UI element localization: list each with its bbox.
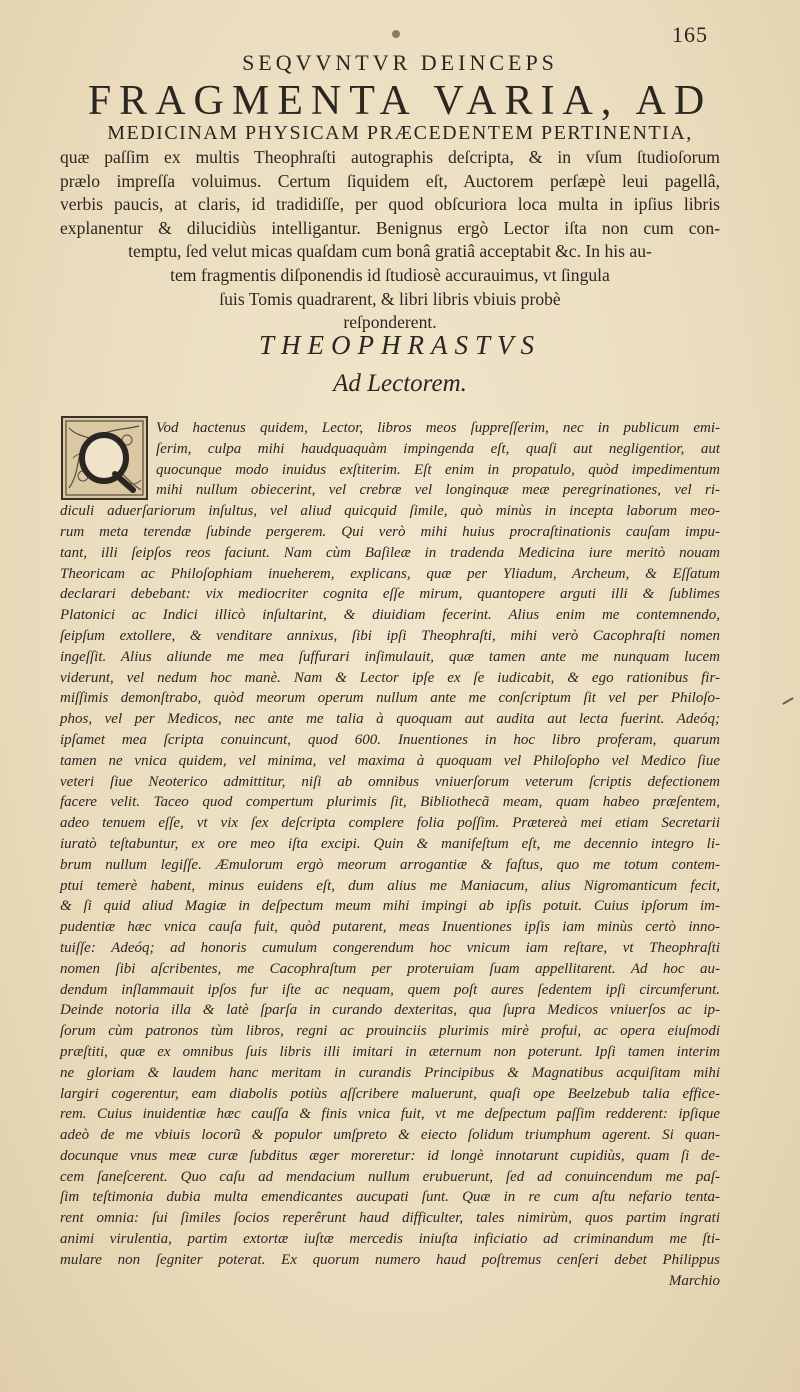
body-line: mihi nullum obiecerint, vel crebræ vel longinquæ meæ peregrinationes, vel ri- xyxy=(156,482,720,499)
body-line: Theoricam ac Philoſophiam inueherem, explicans, quæ per Yliadum, Archeum, & Eſſatum xyxy=(60,565,720,582)
body-line: facere velit. Taceo quod compertum plurimis ſit, Bibliothecã meam, quam habeo præſentem, xyxy=(60,794,720,811)
intro-line: ſuis Tomis quadrarent, & libri libris vbiuis probè xyxy=(219,288,561,309)
intro-line: verbis paucis, at claris, id tradidiſſe, per quod obſcuriora loca multa in ipſius libris xyxy=(60,194,720,215)
body-line: tuiſſe: Adeóq; ad honoris cumulum congerendum hoc vnicum iam reſtare, vt Theophraſti xyxy=(60,939,720,956)
body-line: tamen ne vnica quidem, vel minima, vel maxima à quoquam vel Philoſopho vel Medico ſiue xyxy=(60,752,720,769)
intro-paragraph xyxy=(60,146,720,335)
body-line: miſſimis demonſtrabo, quòd meorum operum nullum ante me conſcriptum ſit vel per Philoſo- xyxy=(60,690,720,707)
body-line: Platonici ac Indici illicò inſultarint, & diuidiam fecerint. Alius enim me contemnendo, xyxy=(60,607,720,624)
body-line: nomen ſibi aſcribentes, me Cacophraſtum per proteruiam ſuam appellitarent. Ad hoc au- xyxy=(60,960,720,977)
body-line: brum nullum legiſſe. Æmulorum ergò meorum arrogantiæ & faſtus, quo me totum contem- xyxy=(60,856,720,873)
intro-line: reſponderent. xyxy=(343,312,437,333)
body-line: animi virulentia, partim extortæ iuſtæ mercedis iniuſta inficiatio ad criminandum me ſti- xyxy=(60,1231,720,1248)
body-line: ptui temerè habent, minus euidens eſt, dum alius me Maniacum, alius Nigromanticum fecit, xyxy=(60,877,720,894)
ink-blot xyxy=(392,30,400,38)
intro-line: explanentur & dilucidiùs intelligantur. Benignus ergò Lector iſta non cum con- xyxy=(60,217,720,238)
body-line: præſtiti, quæ ex omnibus ſuis libris illi imitari in æternum non poterunt. Ipſi tamen interim xyxy=(60,1043,720,1060)
body-line: adeo tenuem eſſe, vt vix ſex deſcripta complere folia poſſim. Prætereà mei etiam Secretarii xyxy=(60,815,720,832)
body-line: ſerim, culpa mihi haudquaquàm impingenda eſt, quaſi aut negligentior, aut xyxy=(156,440,720,457)
body-line: diculi aduerſariorum inſultus, vel aliud quicquid ſimile, quò minùs in incepta laborum meo- xyxy=(60,503,720,520)
body-line: rum meta terendæ ſubinde pergerem. Qui verò mihi huius procraſtinationis cauſam impu- xyxy=(60,523,720,540)
section-subtitle: Ad Lectorem. xyxy=(333,370,467,397)
catchword: Marchio xyxy=(668,1272,720,1289)
body-line: tant, illi ſeipſos reos faciunt. Nam cùm Baſileæ in tradenda Medicina iure meritò nouam xyxy=(60,544,720,561)
body-line: rent omnia: ſui ſimiles ſocios reperêrunt haud difficulter, tales nimirùm, quos partim ingrati xyxy=(60,1210,720,1227)
heading-sequuntur: SEQVVNTVR DEINCEPS xyxy=(242,50,558,75)
section-title: THEOPHRASTVS xyxy=(259,330,541,360)
letter-body xyxy=(60,418,720,1291)
body-line: viderunt, vel nedum hoc manè. Nam & Lector ipſe ex ſe iudicabit, & ego rationibus fir- xyxy=(60,669,720,686)
heading-fragmenta: FRAGMENTA VARIA, AD xyxy=(87,78,713,124)
body-line: Deinde notoria illa & latè ſparſa in curando dexteritas, qua ſupra Medicos vniuerſos ac ip- xyxy=(60,1002,720,1019)
body-line: ſeipſum extollere, & venditare annixus, ſibi ipſi Theophraſti, mihi verò Cacophraſti nomen xyxy=(60,627,720,644)
body-line: rem. Cuius inuidentiæ hæc cauſſa & finis vnica fuit, vt me deſpectum paſſim redderent: ipſique xyxy=(60,1106,720,1123)
body-line: iuratò teſtabuntur, ex ore meo iſta excipi. Quin & manifeſtum eſt, me decennio integro li- xyxy=(60,835,720,852)
body-line: docunque vnus meæ curæ ſubditus æger moreretur: id longè innotarunt cupidiùs, quam ſi de- xyxy=(60,1147,720,1164)
body-line: & ſi quid aliud Magiæ in deſpectum meum mihi impingi ab ipſis potuit. Cuius ipſorum im- xyxy=(60,898,720,915)
body-line: veteri ſiue Neoterico admittitur, niſi ab omnibus vniuerſorum veterum ſcriptis defectionem xyxy=(60,773,720,790)
heading-medicinam: MEDICINAM PHYSICAM PRÆCEDENTEM PERTINENTIA, xyxy=(107,122,693,144)
body-line: ingeſſit. Alius aliunde me mea ſuffurari inſimulauit, quæ tamen ante me nunquam lucem xyxy=(60,648,720,665)
body-line: ne gloriam & laudem hanc meritam in curandis Principibus & Magnatibus acquiſitam mihi xyxy=(60,1064,720,1081)
body-line: ipſamet mea ſcripta conuincunt, quod 600. Inuentiones in hoc libro proferam, quarum xyxy=(60,731,720,748)
body-line: ſorum cùm patronos tùm libros, regni ac prouinciis plurimis mirè profui, ac opera eiuſmodi xyxy=(60,1023,720,1040)
body-line: phos, vel per Medicos, nec ante me talia à quoquam aut audita aut lecta fuerint. Adeóq; xyxy=(60,711,720,728)
body-line: Vod hactenus quidem, Lector, libros meos ſuppreſſerim, nec in publicum emi- xyxy=(156,420,720,436)
page-number: 165 xyxy=(672,22,708,47)
body-line: mulare non ſegniter poterat. Ex quorum numero haud poſtremus cenſeri debet Philippus xyxy=(60,1251,720,1268)
body-line: declarari debebant: vix mediocriter cognita eſſe mirum, quantopere arguti illi & ſublimes xyxy=(60,586,720,603)
body-line: quocunque modo inuidus exſtiterim. Eſt enim in propatulo, quòd impedimentum xyxy=(156,461,720,478)
intro-line: quæ paſſim ex multis Theophraſti autographis deſcripta, & in vſum ſtudioſorum xyxy=(60,147,720,167)
intro-line: temptu, ſed velut micas quaſdam cum bonâ gratiâ acceptabit &c. In his au- xyxy=(128,241,652,262)
body-line: largiri cogerentur, eam diabolis potiùs aſſcribere maluerunt, quaſi ope Beelzebub talia effice- xyxy=(60,1085,720,1102)
margin-mark xyxy=(782,697,793,705)
body-line: adeò de me vbiuis locorũ & populor umſpreto & eiecto ſolidum triumphum agerent. Si quan- xyxy=(60,1127,720,1144)
body-line: ſim teſtimonia dubia multa emendicantes aucupati ſunt. Quæ in re cum aſtu nefario tenta- xyxy=(60,1189,720,1206)
body-line: pudentiæ hæc vnica cauſa fuit, quòd putarent, meas Inuentiones ipſis iam minùs certò inno- xyxy=(60,919,720,936)
intro-line: tem fragmentis diſponendis id ſtudiosè accurauimus, vt ſingula xyxy=(170,264,610,285)
body-line: cem ſaneſcerent. Quo caſu ad mendacium nullum erubuerunt, ſed ad conuincendum me paſ- xyxy=(60,1168,720,1185)
body-line: dendum inſlammauit ipſos fur iſte ac nequam, quem poſt aures ſedentem ipſi circumferunt. xyxy=(60,981,720,998)
intro-line: prælo impreſſa voluimus. Certum ſiquidem eſt, Auctorem perſæpè leui pagellâ, xyxy=(60,170,720,191)
